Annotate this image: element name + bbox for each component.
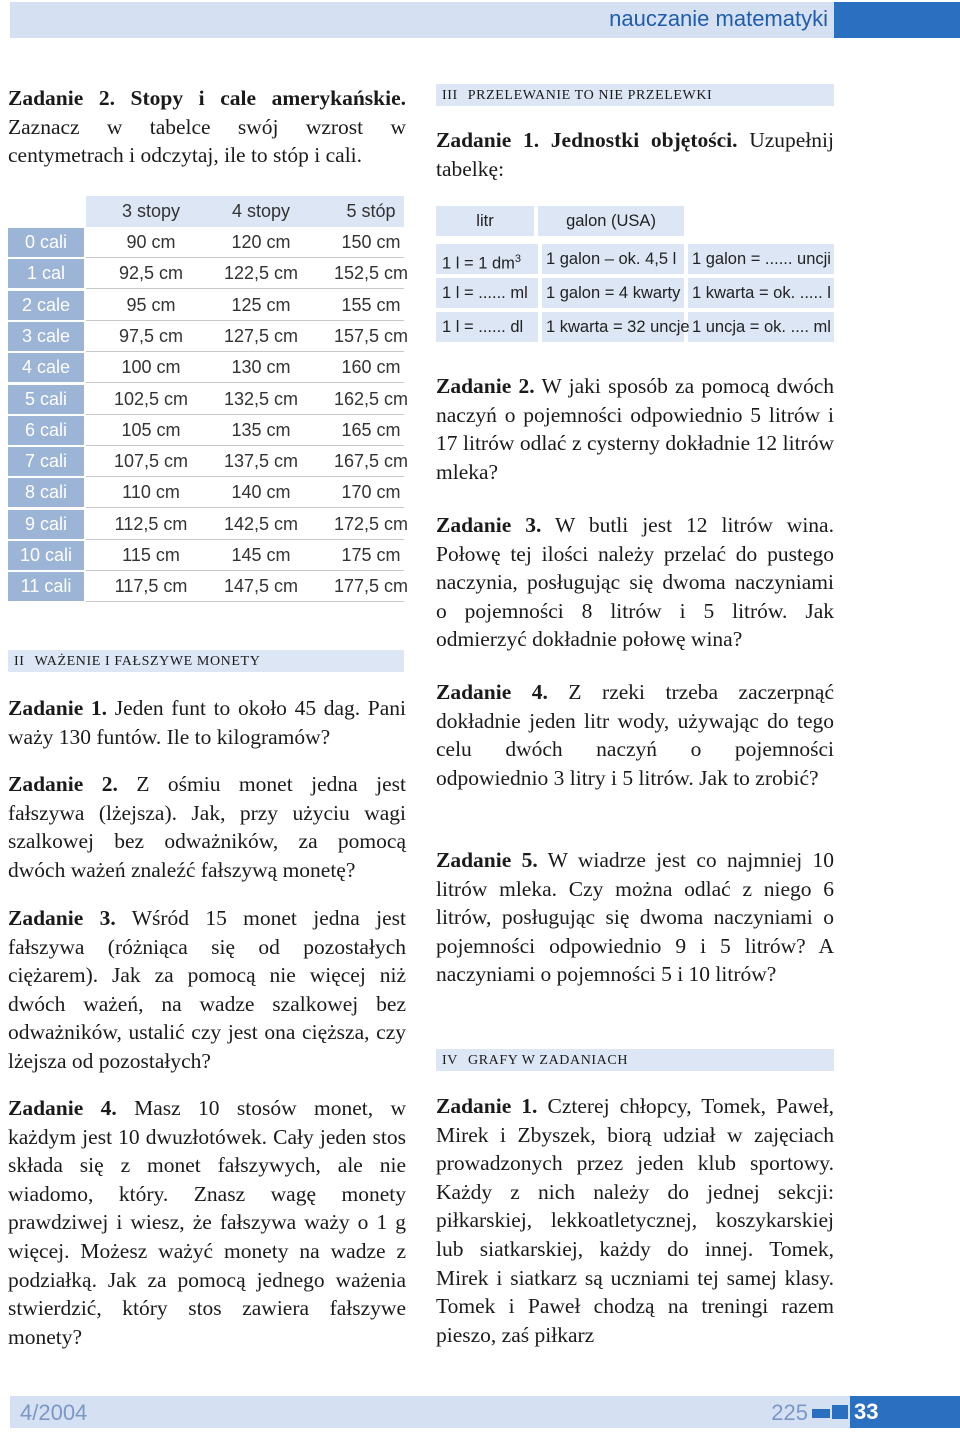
footer-accent-bar [832,1405,848,1419]
page-header [10,2,960,38]
volume-table-row [436,310,834,344]
table-cell: 165 cm [341,419,401,440]
task-text: Z rzeki trzeba zaczerpnąć dokładnie jeden litr wody, używając do tego celu dwóch naczyń o pojemności odpowiednio 3 litry i 5 litrów. Jak to zrobić? [436,680,835,790]
table-cell: 177,5 cm [333,576,409,597]
pouring-task-2 [436,372,834,486]
volume-table-cell: 1 kwarta = 32 uncje [546,318,690,336]
table-cell: 120 cm [231,232,291,252]
table-cell: 115 cm [122,545,180,565]
task-text: W butli jest 12 litrów wina. Połowę tej ilości należy przelać do pustego naczynia, posługując się dwoma naczyniami o pojemności 8 litrów i 5 litrów. Jak odmierzyć dokładnie połowę wina? [436,513,834,652]
table-cell: 100 cm [121,357,181,378]
table-row [8,290,404,321]
table-cell: 150 cm [341,232,401,252]
task-text: W wiadrze jest co najmniej 10 litrów mleka. Czy można odlać z niego 6 litrów, posługując się dwoma naczyniami o pojemności odpowiednio 9 i 5 litrów? A naczyniami o pojemności 5 i 10 litrów? [436,848,834,987]
table-cell: 132,5 cm [223,388,299,409]
pouring-task-4 [436,678,834,792]
task-text: Uzupełnij tabelkę: [436,128,834,181]
task-label: Zadanie 2. Stopy i cale amerykańskie. [8,86,406,110]
section-title: WAŻENIE I FAŁSZYWE MONETY [34,654,261,669]
volume-table-cell: 1 galon = ...... uncji [692,250,831,268]
table-cell: 97,5 cm [118,325,184,346]
table-row-header: 0 cali [8,228,84,257]
table-cell: 102,5 cm [113,388,189,409]
table-cell: 130 cm [231,357,291,378]
task-label: Zadanie 2. [8,772,118,796]
table-cell: 127,5 cm [223,325,299,346]
table-column-header: 3 stopy [121,201,181,221]
journal-title: nauczanie matematyki [609,6,828,31]
table-cell: 155 cm [341,294,401,315]
table-cell: 105 cm [121,419,181,440]
table-cell: 117,5 cm [114,576,188,597]
section-number: II [14,654,25,669]
table-row [8,571,409,602]
table-cell: 175 cm [341,545,401,565]
table-row-header: 3 cale [8,322,84,351]
table-cell: 95 cm [126,294,176,315]
table-cell: 140 cm [231,482,291,503]
task-text: Jeden funt to około 45 dag. Pani waży 130 funtów. Ile to kilogramów? [8,696,406,749]
table-row-header: 5 cali [8,385,84,414]
table-cell: 145 cm [231,545,291,565]
table-row-header: 6 cali [8,416,84,445]
pouring-task-3 [436,511,834,654]
volume-table-cell: 1 l = ...... ml [442,284,528,302]
table-cell: 112,5 cm [114,513,188,534]
table-cell: 135 cm [231,419,291,440]
footer-accent-bar [812,1409,830,1418]
table-cell: 170 cm [341,482,401,503]
table-row [8,352,404,383]
table-row-header: 7 cali [8,447,84,476]
graph-task-1 [436,1092,834,1349]
section-title: PRZELEWANIE TO NIE PRZELEWKI [467,88,713,103]
table-cell: 160 cm [341,357,401,378]
table-row [8,384,409,415]
table-column-header: 4 stopy [231,201,291,221]
table-cell: 107,5 cm [113,451,189,472]
page-footer [10,1396,960,1428]
volume-table-row [436,242,834,276]
header-accent-block [834,2,960,38]
table-row [8,258,409,289]
task-heights-intro [8,84,406,170]
table-column-header: 5 stóp [346,201,396,221]
task-label: Zadanie 3. [8,906,116,930]
weighing-task-2 [8,770,406,884]
task-text: Z ośmiu monet jedna jest fałszywa (lżejsza). Jak, przy użyciu wagi szalkowej bez odważników, za pomocą dwóch ważeń znaleźć fałszywą monetę? [8,772,407,882]
table-row [8,509,409,540]
table-row-header: 1 cal [8,259,84,288]
table-cell: 167,5 cm [333,451,409,472]
table-cell: 92,5 cm [118,263,184,284]
task-label: Zadanie 3. [436,513,542,537]
table-cell: 125 cm [231,294,291,315]
task-text: Zaznacz w tabelce swój wzrost w centymetrach i odczytaj, ile to stóp i cali. [8,114,406,168]
weighing-task-4 [8,1094,406,1351]
table-row-header: 4 cale [8,353,84,382]
task-label: Zadanie 5. [436,848,538,872]
weighing-task-3 [8,904,406,1076]
section-title: GRAFY W ZADANIACH [467,1053,629,1068]
table-cell: 162,5 cm [333,388,409,409]
table-cell: 152,5 cm [333,263,409,284]
table-row [8,446,409,477]
table-cell: 110 cm [122,482,180,503]
task-label: Zadanie 1. [436,1094,538,1118]
volume-table-header-litr: litr [436,206,534,236]
task-text: Masz 10 stosów monet, w każdym jest 10 dwuzłotówek. Cały jeden stos składa się z monet fałszywych, ale nie wiadomo, który. Znasz wagę monety prawdziwej i wiesz, że fałszywa waży o 1 g więcej. Możesz ważyć monety na wadze z podziałką. Jak za pomocą jednego ważenia stwierdzić, który stos zawiera fałszywe monety? [8,1096,406,1349]
table-row [8,477,404,508]
table-row [8,321,409,352]
task-label: Zadanie 1. [8,696,108,720]
table-cell: 157,5 cm [333,325,409,346]
page-number-volume: 225 [771,1400,808,1425]
table-cell: 172,5 cm [333,513,409,534]
table-row-header: 2 cale [8,291,84,320]
task-label: Zadanie 4. [8,1096,117,1120]
volume-table-cell: 1 kwarta = ok. ..... l [692,284,831,302]
page-number: 33 [850,1396,960,1428]
volume-table-cell: 1 galon – ok. 4,5 l [546,250,677,268]
weighing-task-1 [8,694,406,751]
table-row-header: 10 cali [8,541,84,570]
row-divider [86,601,404,602]
issue-number: 4/2004 [20,1400,88,1425]
task-label: Zadanie 4. [436,680,548,704]
pouring-task-5 [436,846,834,989]
table-cell: 90 cm [126,232,176,252]
volume-table-header-galon: galon (USA) [538,206,684,236]
section-heading-graphs [436,1049,834,1071]
task-text: Wśród 15 monet jedna jest fałszywa (różniąca się od pozostałych ciężarem). Jak za pomocą nie więcej niż dwóch ważeń, na wadze szalkowej bez odważników, ustalić czy jest ona cięższa, czy lżejsza od pozostałych? [8,906,406,1073]
task-label: Zadanie 1. Jednostki objętości. [436,128,738,152]
section-number: IV [442,1053,458,1068]
volume-table-cell: 1 uncja = ok. .... ml [692,318,831,336]
section-number: III [442,88,458,103]
table-row [8,227,404,258]
section-heading-weighing [8,650,404,672]
task-label: Zadanie 2. [436,374,535,398]
section-heading-pouring [436,84,834,106]
table-cell: 137,5 cm [223,451,299,472]
volume-task-1 [436,126,834,183]
table-row-header: 11 cali [8,572,84,601]
volume-table-cell: 1 l = ...... dl [442,318,524,336]
table-header-row [8,196,404,227]
table-cell: 142,5 cm [223,513,299,534]
table-row [8,415,404,446]
volume-table-cell: 1 l = 1 $dm^3$ [442,253,522,273]
volume-table-cell: 1 galon = 4 kwarty [546,284,681,302]
task-text: W jaki sposób za pomocą dwóch naczyń o pojemności odpowiednio 5 litrów i 17 litrów odlać z cysterny dokładnie 12 litrów mleka? [436,374,834,484]
volume-table-row [436,276,834,310]
task-text: Czterej chłopcy, Tomek, Paweł, Mirek i Zbyszek, biorą udział w zajęciach prowadzonych przez jeden klub sportowy. Każdy z nich należy do jednej sekcji: piłkarskiej, lekkoatletycznej, koszykarskiej lub siatkarskiej, każdy do innej. Tomek, Mirek i siatkarz są uczniami tej samej klasy. Tomek i Paweł chodzą na treningi razem pieszo, zaś piłkarz [436,1094,835,1347]
table-row-header: 8 cali [8,478,84,507]
table-row [8,540,404,571]
table-cell: 147,5 cm [223,576,299,597]
table-cell: 122,5 cm [223,263,299,284]
table-row-header: 9 cali [8,510,84,539]
superscript: 3 [514,253,522,265]
